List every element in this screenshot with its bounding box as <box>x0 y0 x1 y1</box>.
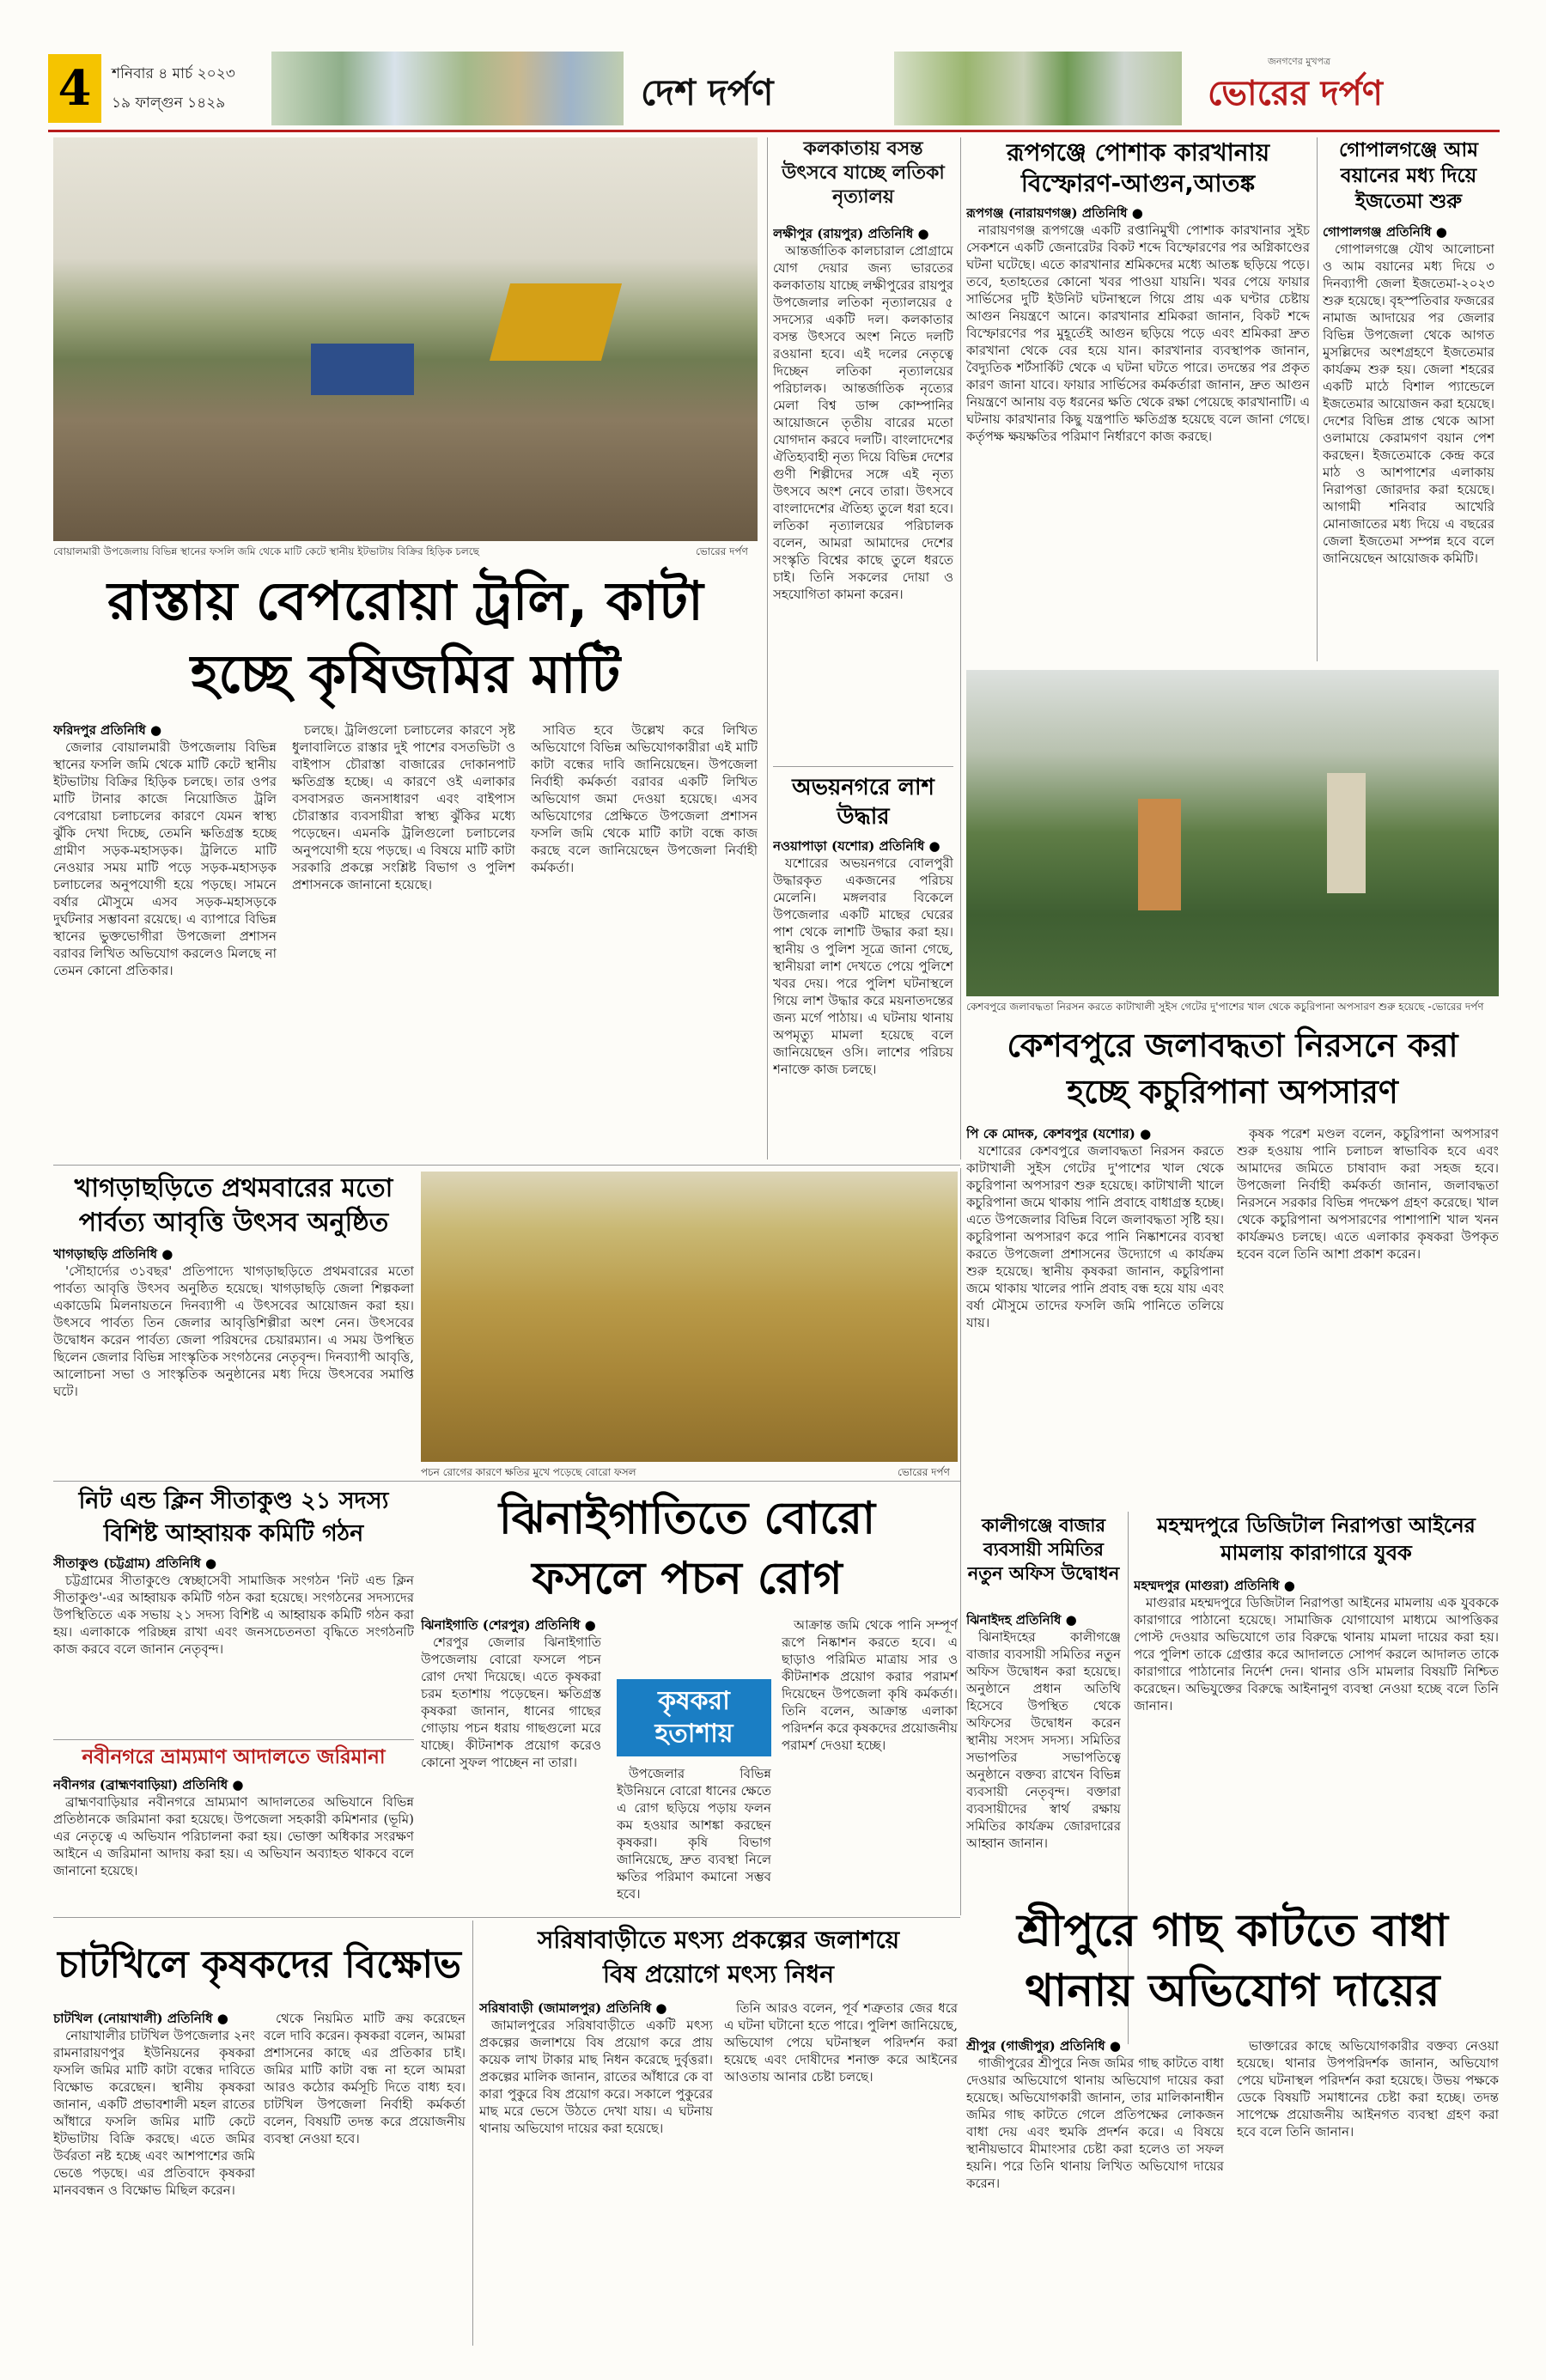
worker-shape <box>1327 773 1366 893</box>
sariabari-col-2 <box>724 2000 958 2345</box>
masthead-rule <box>48 130 1500 132</box>
sitakunda-headline-1: নিট এন্ড ক্লিন সীতাকুণ্ড ২১ সদস্য <box>78 1488 389 1514</box>
khagrachari-headline-2: পার্বত্য আবৃত্তি উৎসব অনুষ্ঠিত <box>78 1208 389 1238</box>
sreepur-headline-2: থানায় অভিযোগ দায়ের <box>1025 1965 1440 2017</box>
chatkhil-headline: চাটখিলে কৃষকদের বিক্ষোভ <box>58 1943 461 1987</box>
worker-shape <box>1138 799 1181 910</box>
keshabpur-caption: কেশবপুরে জলাবদ্ধতা নিরসন করতে কাটাখালী সুইস গেটের দু'পাশের খাল থেকে কচুরিপানা অপসারণ শুরু হয়েছে -ভোরের দর্পণ <box>966 1001 1484 1013</box>
jhenaigati-body-2: আক্রান্ত জমি থেকে পানি সম্পূর্ণ রূপে নিষ্কাশন করতে হবে। এ ছাড়াও পরিমিত মাত্রায় সার ও কীটনাশক প্রয়োগ করার পরামর্শ দিয়েছেন উপজেলা কৃষি কর্মকর্তা। তিনি বলেন, আক্রান্ত এলাকা পরিদর্শন করে কৃষকদের প্রয়োজনীয় পরামর্শ দেওয়া হচ্ছে। <box>782 1617 958 1753</box>
jhenaigati-col-2 <box>782 1616 958 1913</box>
fire-headline-1: রূপগঞ্জে পোশাক কারখানায় <box>1006 138 1270 167</box>
masthead-strip-left <box>271 52 624 125</box>
sariabari-headline-2: বিষ প্রয়োগে মৎস্য নিধন <box>603 1960 834 1988</box>
keshabpur-col-1 <box>966 1125 1224 1503</box>
jhenaigati-headline-1: ঝিনাইগাতিতে বোরো <box>498 1493 876 1544</box>
sariabari-body-1: জামালপুরের সরিষাবাড়ীতে একটি মৎস্য প্রকল্পের জলাশয়ে বিষ প্রয়োগ করে প্রায় কয়েক লাখ টাকার মাছ নিধন করেছে দুর্বৃত্তরা। প্রকল্পের মালিক জানান, রাতের আঁধারে কে বা কারা পুকুরে বিষ প্রয়োগ করে। সকালে পুকুরের মাছ মরে ভেসে উঠতে দেখা যায়। এ ঘটনায় থানায় অভিযোগ দায়ের করা হয়েছে। <box>479 2018 713 2136</box>
jhenaigati-body-1: শেরপুর জেলার ঝিনাইগাতি উপজেলায় বোরো ফসলে পচন রোগ দেখা দিয়েছে। এতে কৃষকরা চরম হতাশায় পড়েছেন। ক্ষতিগ্রস্ত কৃষকরা জানান, ধানের গাছের গোড়ায় পচন ধরায় গাছগুলো মরে যাচ্ছে। কীটনাশক প্রয়োগ করেও কোনো সুফল পাচ্ছেন না তারা। <box>421 1634 601 1770</box>
sreepur-col-2 <box>1237 2037 1499 2347</box>
lash-body: যশোরের অভয়নগরে বোলপুরী উদ্ধারকৃত একজনের পরিচয় মেলেনি। মঙ্গলবার বিকেলে উপজেলার একটি মাছের ঘেরের পাশ থেকে লাশটি উদ্ধার করা হয়। স্থানীয় ও পুলিশ সূত্রে জানা গেছে, স্থানীয়রা লাশ দেখতে পেয়ে পুলিশে খবর দেয়। পরে পুলিশ ঘটনাস্থলে গিয়ে লাশ উদ্ধার করে ময়নাতদন্তের জন্য মর্গে পাঠায়। এ ঘটনায় থানায় অপমৃত্যু মামলা হয়েছে বলে জানিয়েছেন ওসি। লাশের পরিচয় শনাক্তে কাজ চলছে। <box>773 855 953 1077</box>
kaliganj-body: ঝিনাইদহের কালীগঞ্জে বাজার ব্যবসায়ী সমিতির নতুন অফিস উদ্বোধন করা হয়েছে। অনুষ্ঠানে প্রধান অতিথি হিসেবে উপস্থিত থেকে অফিসের উদ্বোধন করেন স্থানীয় সংসদ সদস্য। সমিতির সভাপতির সভাপতিত্বে অনুষ্ঠানে বক্তব্য রাখেন বিভিন্ন ব্যবসায়ী নেতৃবৃন্দ। বক্তারা ব্যবসায়ীদের স্বার্থ রক্ষায় সমিতির কার্যক্রম জোরদারের আহ্বান জানান। <box>966 1629 1121 1851</box>
sreepur-body-1: গাজীপুরের শ্রীপুরে নিজ জমির গাছ কাটতে বাধা দেওয়ার অভিযোগে থানায় অভিযোগ দায়ের করা হয়েছে। অভিযোগকারী জানান, তার মালিকানাধীন জমির গাছ কাটতে গেলে প্রতিপক্ষের লোকজন বাধা দেয় এবং হুমকি প্রদর্শন করে। এ বিষয়ে স্থানীয়ভাবে মীমাংসার চেষ্টা করা হলেও তা সফল হয়নি। পরে তিনি থানায় লিখিত অভিযোগ দায়ের করেন। <box>966 2055 1224 2191</box>
latika-body: আন্তর্জাতিক কালচারাল প্রোগ্রামে যোগ দেয়ার জন্য ভারতের কলকাতায় যাচ্ছে লক্ষীপুরের রায়পুর উপজেলার লতিকা নৃত্যালয়ের ৫ সদস্যের একটি দল। কলকাতার বসন্ত উৎসবে অংশ নিতে দলটি রওয়ানা হবে। এই দলের নেতৃত্বে দিচ্ছেন লতিকা নৃত্যালয়ের পরিচালক। আন্তর্জাতিক নৃত্যের মেলা বিশ্ব ডান্স কোম্পানির আয়োজনে তৃতীয় বারের মতো যোগদান করবে দলটি। বাংলাদেশের ঐতিহ্যবাহী নৃত্য দিয়ে বিভিন্ন দেশের গুণী শিল্পীদের সঙ্গে এই নৃত্য উৎসবে অংশ নেবে তারা। উৎসবে বাংলাদেশের ঐতিহ্য তুলে ধরা হবে। লতিকা নৃত্যালয়ের পরিচালক বলেন, আমরা আমাদের দেশের সংস্কৃতি বিশ্বের কাছে তুলে ধরতে চাই। তিনি সকলের দোয়া ও সহযোগিতা কামনা করেন। <box>773 243 953 602</box>
sreepur-headline-1: শ্রীপুরে গাছ কাটতে বাধা <box>1017 1905 1448 1957</box>
ijtema-byline: গোপালগঞ্জ প্রতিনিধি ● <box>1323 224 1447 240</box>
trolley-body-1: জেলার বোয়ালমারী উপজেলায় বিভিন্ন স্থানের ফসলি জমি থেকে মাটি কেটে স্থানীয় ইটভাটায় বিক্রির হিড়িক চলছে। তার ওপর মাটি টানার কাজে নিয়োজিত ট্রলি বেপরোয়া চলাচলের কারণে যেমন স্বাস্থ্য ঝুঁকি দেখা দিচ্ছে, তেমনি ক্ষতিগ্রস্ত হচ্ছে গ্রামীণ সড়ক-মহাসড়ক। ট্রলিতে মাটি নেওয়ার সময় মাটি পড়ে সড়ক-মহাসড়ক চলাচলের অনুপযোগী হয়ে পড়ছে। সামনে বর্ষার মৌসুমে এসব সড়ক-মহাসড়কে দুর্ঘটনার সম্ভাবনা রয়েছে। এ ব্যাপারে বিভিন্ন স্থানের ভুক্তভোগীরা উপজেলা প্রশাসন বরাবর লিখিত অভিযোগ করলেও মিলছে না তেমন কোনো প্রতিকার। <box>53 740 277 978</box>
chatkhil-body-1: নোয়াখালীর চাটখিল উপজেলার ২নং রামনারায়ণপুর ইউনিয়নের কৃষকরা ফসলি জমির মাটি কাটা বন্ধের দাবিতে বিক্ষোভ করেছেন। স্থানীয় কৃষকরা জানান, একটি প্রভাবশালী মহল রাতের আঁধারে ফসলি জমির মাটি কেটে ইটভাটায় বিক্রি করছে। এতে জমির উর্বরতা নষ্ট হচ্ছে এবং আশপাশের জমি ভেঙে পড়ছে। এর প্রতিবাদে কৃষকরা মানববন্ধন ও বিক্ষোভ মিছিল করেন। <box>53 2028 255 2198</box>
jhenaigati-body-3: উপজেলার বিভিন্ন ইউনিয়নে বোরো ধানের ক্ষেতে এ রোগ ছড়িয়ে পড়ায় ফলন কম হওয়ার আশঙ্কা করছেন কৃষকরা। কৃষি বিভাগ জানিয়েছে, দ্রুত ব্যবস্থা নিলে ক্ষতির পরিমাণ কমানো সম্ভব হবে। <box>617 1766 771 1902</box>
keshabpur-headline-2: হচ্ছে কচুরিপানা অপসারণ <box>1067 1073 1398 1111</box>
nabinagar-headline: নবীনগরে ভ্রাম্যমাণ আদালতে জরিমানা <box>82 1746 386 1768</box>
page-number-box <box>48 54 101 123</box>
sariabari-headline-1: সরিষাবাড়ীতে মৎস্য প্রকল্পের জলাশয়ে <box>537 1926 900 1954</box>
mohammadpur-col <box>1134 1577 1499 1895</box>
chatkhil-col-2 <box>264 2010 466 2345</box>
latika-byline: লক্ষীপুর (রায়পুর) প্রতিনিধি ● <box>773 226 929 241</box>
lash-headline: অভয়নগরে লাশ উদ্ধার <box>792 775 934 830</box>
kaliganj-byline: ঝিনাইদহ প্রতিনিধি ● <box>966 1612 1077 1628</box>
sariabari-byline: সরিষাবাড়ী (জামালপুর) প্রতিনিধি ● <box>479 2000 667 2016</box>
khagrachari-headline-1: খাগড়াছড়িতে প্রথমবারের মতো <box>74 1173 393 1203</box>
mohammadpur-headline-1: মহম্মদপুরে ডিজিটাল নিরাপত্তা আইনের <box>1157 1513 1476 1537</box>
trolley-byline: ফরিদপুর প্রতিনিধি ● <box>53 722 162 738</box>
keshabpur-body-1: যশোরের কেশবপুরে জলাবদ্ধতা নিরসন করতে কাটাখালী সুইস গেটের দু'পাশের খাল থেকে কচুরিপানা অপসারণ শুরু হয়েছে। কাটাখালী খালে কচুরিপানা জমে থাকায় পানি প্রবাহে বাধাগ্রস্ত হচ্ছে। এতে উপজেলার বিভিন্ন বিলে জলাবদ্ধতা সৃষ্টি হয়। কচুরিপানা অপসারণ করে পানি নিষ্কাশনের ব্যবস্থা করতে উপজেলা প্রশাসনের উদ্যোগে এ কার্যক্রম শুরু হয়েছে। স্থানীয় কৃষকরা জানান, কচুরিপানা জমে থাকায় খালের পানি প্রবাহ বন্ধ হয়ে যায় এবং বর্ষা মৌসুমে তাদের ফসলি জমি পানিতে তলিয়ে যায়। <box>966 1143 1224 1330</box>
masthead-strip-right <box>894 52 1182 125</box>
fire-headline-2: বিস্ফোরণ-আগুন,আতঙ্ক <box>1020 169 1256 198</box>
sreepur-body-2: ভাক্তারের কাছে অভিযোগকারীর বক্তব্য নেওয়া হয়েছে। থানার উপপরিদর্শক জানান, অভিযোগ পেয়ে ঘটনাস্থল পরিদর্শন করা হয়েছে। উভয় পক্ষকে ডেকে বিষয়টি সমাধানের চেষ্টা করা হচ্ছে। তদন্ত সাপেক্ষে প্রয়োজনীয় আইনগত ব্যবস্থা গ্রহণ করা হবে বলে তিনি জানান। <box>1237 2038 1499 2140</box>
mohammadpur-headline-2: মামলায় কারাগারে যুবক <box>1220 1541 1412 1565</box>
nabinagar-body: ব্রাহ্মণবাড়িয়ার নবীনগরে ভ্রাম্যমাণ আদালতের অভিযানে বিভিন্ন প্রতিষ্ঠানকে জরিমানা করা হয়েছে। উপজেলা সহকারী কমিশনার (ভূমি) এর নেতৃত্বে এ অভিযান পরিচালনা করা হয়। ভোক্তা অধিকার সংরক্ষণ আইনে এ জরিমানা আদায় করা হয়। এ অভিযান অব্যাহত থাকবে বলে জানানো হয়েছে। <box>53 1794 414 1878</box>
jhenaigati-headline-2: ফসলে পচন রোগ <box>532 1553 843 1604</box>
sitakunda-col <box>53 1555 414 1735</box>
fire-byline: রূপগঞ্জ (নারায়ণগঞ্জ) প্রতিনিধি ● <box>966 205 1143 221</box>
mohammadpur-byline: মহম্মদপুর (মাগুরা) প্রতিনিধি ● <box>1134 1578 1295 1593</box>
jhenaigati-badge <box>617 1679 771 1756</box>
badge-line-2: হতাশায় <box>654 1719 733 1749</box>
chatkhil-col-1 <box>53 2010 255 2345</box>
masthead <box>48 47 1500 133</box>
nabinagar-byline: নবীনগর (ব্রাহ্মণবাড়িয়া) প্রতিনিধি ● <box>53 1777 244 1793</box>
date-line: শনিবার ৪ মার্চ ২০২৩ <box>112 65 235 82</box>
badge-line-1: কৃষকরা <box>658 1686 730 1716</box>
sitakunda-byline: সীতাকুণ্ড (চট্টগ্রাম) প্রতিনিধি ● <box>53 1555 217 1571</box>
latika-headline: কলকাতায় বসন্ত উৎসবে যাচ্ছে লতিকা নৃত্যালয় <box>782 138 945 208</box>
keshabpur-headline-1: কেশবপুরে জলাবদ্ধতা নিরসনে করা <box>1007 1026 1458 1064</box>
ijtema-headline: গোপালগঞ্জে আম বয়ানের মধ্য দিয়ে ইজতেমা শুরু <box>1338 139 1479 213</box>
keshabpur-body-2: কৃষক পরেশ মণ্ডল বলেন, কচুরিপানা অপসারণ শুরু হওয়ায় পানি চলাচল স্বাভাবিক হবে এবং আমাদের জমিতে চাষাবাদ করা সহজ হবে। উপজেলা নির্বাহী কর্মকর্তা জানান, জলাবদ্ধতা নিরসনে সরকার বিভিন্ন পদক্ষেপ গ্রহণ করেছে। খাল থেকে কচুরিপানা অপসারণের পাশাপাশি খাল খনন কার্যক্রমও চলছে। এতে এলাকার কৃষকরা উপকৃত হবেন বলে তিনি আশা প্রকাশ করেন। <box>1237 1126 1499 1262</box>
chatkhil-body-2: থেকে নিয়মিত মাটি ক্রয় করেছেন বলে দাবি করেন। কৃষকরা বলেন, আমরা প্রশাসনের কাছে এর প্রতিকার চাই। জমির মাটি কাটা বন্ধ না হলে আমরা আরও কঠোর কর্মসূচি দিতে বাধ্য হব। চাটখিল উপজেলা নির্বাহী কর্মকর্তা বলেন, বিষয়টি তদন্ত করে প্রয়োজনীয় ব্যবস্থা নেওয়া হবে। <box>264 2011 466 2146</box>
trolley-headline-2: হচ্ছে কৃষিজমির মাটি <box>190 642 621 705</box>
sreepur-col-1 <box>966 2037 1224 2347</box>
fire-col <box>966 204 1310 658</box>
trolley-col-3 <box>531 721 758 1160</box>
sariabari-body-2: তিনি আরও বলেন, পূর্ব শত্রুতার জের ধরে এ ঘটনা ঘটানো হতে পারে। পুলিশ জানিয়েছে, অভিযোগ পেয়ে ঘটনাস্থল পরিদর্শন করা হয়েছে এবং দোষীদের শনাক্ত করে আইনের আওতায় আনার চেষ্টা চলছে। <box>724 2000 958 2085</box>
khagrachari-col <box>53 1245 414 1477</box>
lash-byline: নওয়াপাড়া (যশোর) প্রতিনিধি ● <box>773 838 940 854</box>
page-number: 4 <box>58 60 92 117</box>
khagrachari-body: 'সৌহার্দ্যের ৩১বছর' প্রতিপাদ্যে খাগড়াছড়িতে প্রথমবারের মতো পার্বত্য আবৃত্তি উৎসব অনুষ্ঠিত হয়েছে। খাগড়াছড়ি জেলা শিল্পকলা একাডেমি মিলনায়তনে দিনব্যাপী এ উৎসবের আয়োজন করা হয়। উৎসবে পার্বত্য তিন জেলার আবৃত্তিশিল্পীরা অংশ নেন। উৎসবের উদ্বোধন করেন পার্বত্য জেলা পরিষদের চেয়ারম্যান। এ সময় উপস্থিত ছিলেন জেলার বিভিন্ন সাংস্কৃতিক সংগঠনের নেতৃবৃন্দ। দিনব্যাপী আবৃত্তি, আলোচনা সভা ও সাংস্কৃতিক অনুষ্ঠানের মধ্য দিয়ে উৎসবের সমাপ্তি ঘটে। <box>53 1263 414 1399</box>
paper-name: ভোরের দর্পণ <box>1208 74 1383 113</box>
latika-col <box>773 225 953 758</box>
trolley-col-1 <box>53 721 277 1160</box>
tractor-shape <box>311 344 414 395</box>
keshabpur-col-2 <box>1237 1125 1499 1503</box>
sreepur-byline: শ্রীপুর (গাজীপুর) প্রতিনিধি ● <box>966 2038 1121 2054</box>
chatkhil-byline: চাটখিল (নোয়াখালী) প্রতিনিধি ● <box>53 2011 228 2026</box>
jhenaigati-col-1 <box>421 1616 601 1913</box>
keshabpur-byline: পি কে মোদক, কেশবপুর (যশোর) ● <box>966 1126 1152 1141</box>
trolley-body-3: সাবিত হবে উল্লেখ করে লিখিত অভিযোগে বিভিন্ন অভিযোগকারীরা এই মাটি কাটা বন্ধের দাবি জানিয়েছেন। উপজেলা নির্বাহী কর্মকর্তা বরাবর একটি লিখিত অভিযোগ জমা দেওয়া হয়েছে। এসব অভিযোগের প্রেক্ষিতে উপজেলা প্রশাসন ফসলি জমি থেকে মাটি কাটা বন্ধে কাজ করছে বলে জানিয়েছেন উপজেলা নির্বাহী কর্মকর্তা। <box>531 722 758 875</box>
lash-col <box>773 837 953 1160</box>
ijtema-col <box>1323 223 1494 660</box>
sitakunda-headline-2: বিশিষ্ট আহ্বায়ক কমিটি গঠন <box>103 1520 364 1547</box>
fire-body: নারায়ণগঞ্জ রূপগঞ্জে একটি রপ্তানিমুখী পোশাক কারখানার সুইচ সেকশনে একটি জেনারেটর বিকট শব্দে বিস্ফোরণের পর অগ্নিকাণ্ডের ঘটনা ঘটেছে। এতে কারখানার শ্রমিকদের মধ্যে আতঙ্ক ছড়িয়ে পড়ে। তবে, হতাহতের কোনো খবর পাওয়া যায়নি। খবর পেয়ে ফায়ার সার্ভিসের দুটি ইউনিট ঘটনাস্থলে গিয়ে প্রায় এক ঘণ্টার চেষ্টায় আগুন নিয়ন্ত্রণে আনে। কারখানার শ্রমিকরা জানান, বিকট শব্দে বিস্ফোরণের পর মুহূর্তেই আগুন ছড়িয়ে পড়ে এবং শ্রমিকরা দ্রুত কারখানা থেকে বের হয়ে যান। কারখানার ব্যবস্থাপক জানান, বৈদ্যুতিক শর্টসার্কিট থেকে এ ঘটনা ঘটতে পারে। তদন্তের পর প্রকৃত কারণ জানা যাবে। ফায়ার সার্ভিসের কর্মকর্তারা জানান, দ্রুত আগুন নিয়ন্ত্রণে আনায় বড় ধরনের ক্ষতি থেকে রক্ষা পেয়েছে কারখানাটি। এ ঘটনায় কারখানার কিছু যন্ত্রপাতি ক্ষতিগ্রস্ত হয়েছে বলে জানা গেছে। কর্তৃপক্ষ ক্ষয়ক্ষতির পরিমাণ নির্ধারণে কাজ করছে। <box>966 222 1310 444</box>
keshabpur-photo <box>966 670 1499 996</box>
sitakunda-body: চট্টগ্রামের সীতাকুণ্ডে স্বেচ্ছাসেবী সামাজিক সংগঠন 'নিট এন্ড ক্লিন সীতাকুণ্ড'-এর আহ্বায়ক কমিটি গঠন করা হয়েছে। সংগঠনের সদস্যদের উপস্থিতিতে এক সভায় ২১ সদস্য বিশিষ্ট এ আহ্বায়ক কমিটি গঠন করা হয়। এলাকাকে পরিচ্ছন্ন রাখা এবং জনসচেতনতা বৃদ্ধিতে সংগঠনটি কাজ করবে বলে জানান নেতৃবৃন্দ। <box>53 1573 414 1657</box>
section-title: দেশ দর্পণ <box>641 71 774 113</box>
bangla-date-line: ১৯ ফাল্গুন ১৪২৯ <box>112 94 226 112</box>
excavator-shape <box>490 283 622 361</box>
trolley-credit: ভোরের দর্পণ <box>696 545 748 557</box>
sariabari-col-1 <box>479 2000 713 2345</box>
paddy-credit: ভোরের দর্পণ <box>898 1466 950 1478</box>
paddy-caption: পচন রোগের কারণে ক্ষতির মুখে পড়েছে বোরো ফসল <box>421 1466 636 1478</box>
trolley-col-2 <box>292 721 515 1160</box>
trolley-photo <box>53 137 758 541</box>
ijtema-body: গোপালগঞ্জে যৌথ আলোচনা ও আম বয়ানের মধ্য দিয়ে ৩ দিনব্যাপী জেলা ইজতেমা-২০২৩ শুরু হয়েছে। বৃহস্পতিবার ফজরের নামাজ আদায়ের পর জেলার বিভিন্ন উপজেলা থেকে আগত মুসল্লিদের অংশগ্রহণে ইজতেমার কার্যক্রম শুরু হয়। জেলা শহরের একটি মাঠে বিশাল প্যান্ডেলে ইজতেমার আয়োজন করা হয়েছে। দেশের বিভিন্ন প্রান্ত থেকে আসা ওলামায়ে কেরামগণ বয়ান পেশ করছেন। ইজতেমাকে কেন্দ্র করে মাঠ ও আশপাশের এলাকায় নিরাপত্তা জোরদার করা হয়েছে। আগামী শনিবার আখেরি মোনাজাতের মধ্য দিয়ে এ বছরের জেলা ইজতেমা সম্পন্ন হবে বলে জানিয়েছেন আয়োজক কমিটি। <box>1323 241 1494 566</box>
trolley-headline-1: রাস্তায় বেপরোয়া ট্রলি, কাটা <box>107 569 703 632</box>
jhenaigati-col-3 <box>617 1765 771 1913</box>
trolley-body-2: চলছে। ট্রলিগুলো চলাচলের কারণে সৃষ্ট ধুলাবালিতে রাস্তার দুই পাশের বসতভিটা ও বাইপাস চৌরাস্তা বাজারের দোকানপাট ক্ষতিগ্রস্ত হচ্ছে। এ কারণে ওই এলাকার বসবাসরত জনসাধারণ এবং বাইপাস চৌরাস্তার ব্যবসায়ীরা স্বাস্থ্য ঝুঁকির মধ্যে পড়েছেন। এমনকি ট্রলিগুলো চলাচলের অনুপযোগী হয়ে পড়ছে। এ বিষয়ে মাটি কাটা সরকারি প্রকল্পে সংশ্লিষ্ট বিভাগ ও পুলিশ প্রশাসনকে জানানো হয়েছে। <box>292 722 515 892</box>
nabinagar-col <box>53 1776 414 1905</box>
trolley-caption: বোয়ালমারী উপজেলায় বিভিন্ন স্থানের ফসলি জমি থেকে মাটি কেটে স্থানীয় ইটভাটায় বিক্রির হিড়িক চলছে <box>53 545 479 557</box>
paddy-photo <box>421 1172 958 1462</box>
tagline: জনগণের মুখপত্র <box>1268 56 1331 67</box>
mohammadpur-body: মাগুরার মহম্মদপুরে ডিজিটাল নিরাপত্তা আইনের মামলায় এক যুবককে কারাগারে পাঠানো হয়েছে। সামাজিক যোগাযোগ মাধ্যমে আপত্তিকর পোস্ট দেওয়ার অভিযোগে তার বিরুদ্ধে থানায় মামলা দায়ের করা হয়। পরে পুলিশ তাকে গ্রেপ্তার করে আদালতে সোপর্দ করলে আদালত তাকে কারাগারে পাঠানোর নির্দেশ দেন। থানার ওসি মামলার বিষয়টি নিশ্চিত করেছেন। অভিযুক্তের বিরুদ্ধে আইনানুগ ব্যবস্থা নেওয়া হচ্ছে বলে তিনি জানান। <box>1134 1595 1499 1713</box>
kaliganj-headline: কালীগঞ্জে বাজার ব্যবসায়ী সমিতির নতুন অফিস উদ্বোধন <box>967 1515 1120 1584</box>
khagrachari-byline: খাগড়াছড়ি প্রতিনিধি ● <box>53 1246 173 1262</box>
jhenaigati-byline: ঝিনাইগাতি (শেরপুর) প্রতিনিধি ● <box>421 1617 596 1633</box>
